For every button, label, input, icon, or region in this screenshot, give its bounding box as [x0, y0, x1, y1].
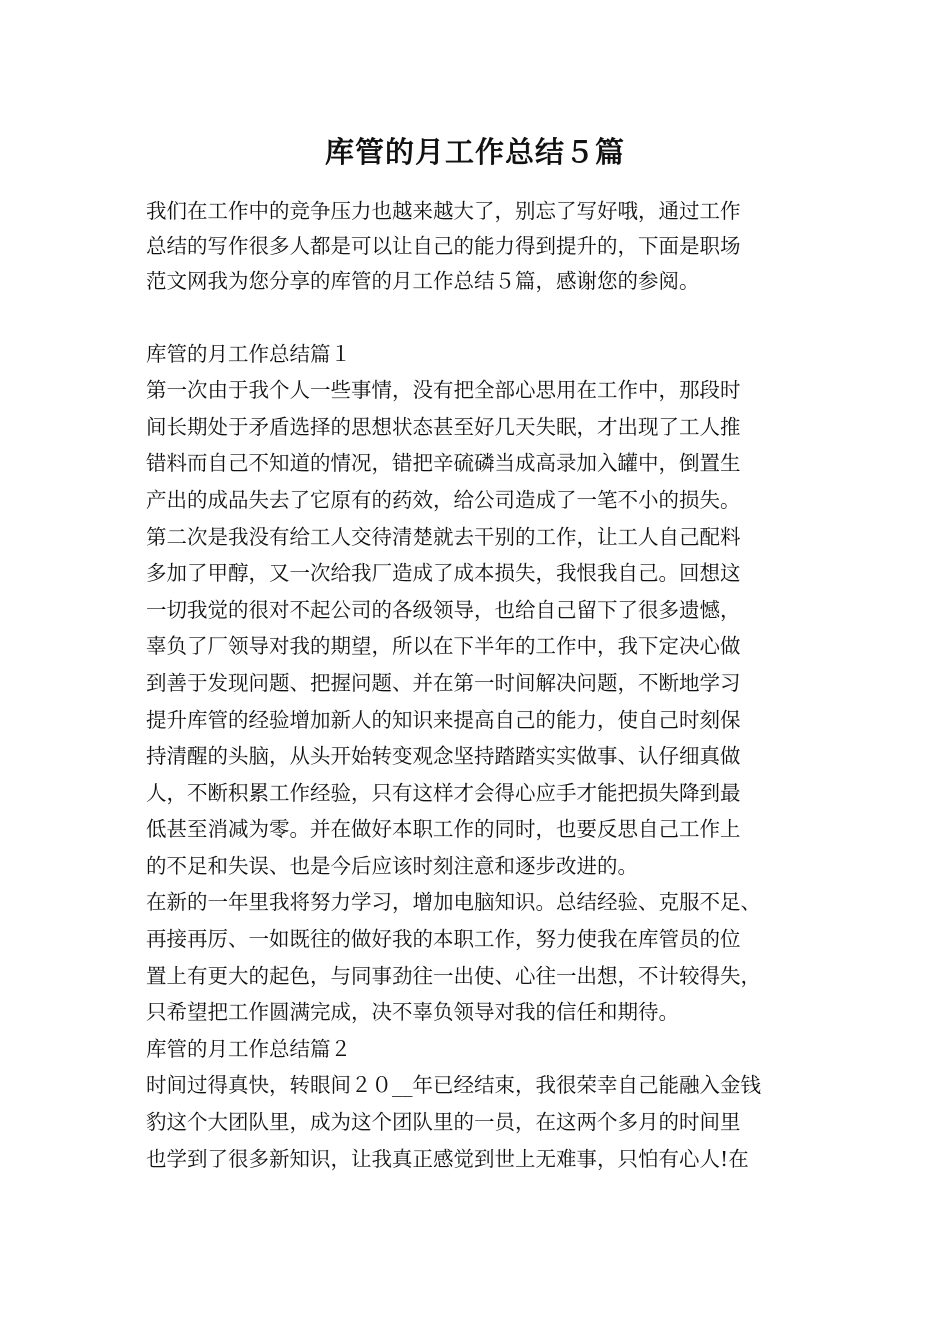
body-line: 再接再厉、一如既往的做好我的本职工作，努力使我在库管员的位 — [146, 927, 741, 952]
intro-line: 总结的写作很多人都是可以让自己的能力得到提升的，下面是职场 — [146, 234, 741, 259]
body-line: 低甚至消减为零。并在做好本职工作的同时，也要反思自己工作上 — [146, 817, 741, 842]
intro-paragraph — [146, 194, 826, 300]
body-line: 置上有更大的起色，与同事劲往一出使、心往一出想，不计较得失， — [146, 963, 761, 988]
intro-line: 范文网我为您分享的库管的月工作总结５篇，感谢您的参阅。 — [146, 269, 700, 294]
body-line: 的不足和失误、也是今后应该时刻注意和逐步改进的。 — [146, 853, 638, 878]
body-line: 也学到了很多新知识，让我真正感觉到世上无难事，只怕有心人!在 — [146, 1146, 749, 1171]
body-line: 豹这个大团队里，成为这个团队里的一员，在这两个多月的时间里 — [146, 1110, 741, 1135]
body-line: 在新的一年里我将努力学习，增加电脑知识。总结经验、克服不足、 — [146, 890, 761, 915]
intro-line: 我们在工作中的竞争压力也越来越大了，别忘了写好哦，通过工作 — [146, 199, 741, 223]
body-line: 辜负了厂领导对我的期望，所以在下半年的工作中，我下定决心做 — [146, 634, 741, 659]
body-line: 时间过得真快，转眼间２０__年已经结束，我很荣幸自己能融入金钱 — [146, 1073, 761, 1098]
section-heading-1: 库管的月工作总结篇１ — [146, 341, 351, 366]
body-line: 持清醒的头脑，从头开始转变观念坚持踏踏实实做事、认仔细真做 — [146, 744, 741, 769]
body-line: 多加了甲醇，又一次给我厂造成了成本损失，我恨我自己。回想这 — [146, 561, 741, 586]
body-line: 提升库管的经验增加新人的知识来提高自己的能力，使自己时刻保 — [146, 707, 741, 732]
body-line: 第一次由于我个人一些事情，没有把全部心思用在工作中，那段时 — [146, 378, 741, 403]
body-line: 第二次是我没有给工人交待清楚就去干别的工作，让工人自己配料 — [146, 524, 741, 549]
body-line: 人，不断积累工作经验，只有这样才会得心应手才能把损失降到最 — [146, 780, 741, 805]
document-title: 库管的月工作总结５篇 — [324, 135, 625, 169]
body-text — [146, 336, 826, 1178]
body-line: 产出的成品失去了它原有的药效，给公司造成了一笔不小的损失。 — [146, 487, 741, 512]
body-line: 一切我觉的很对不起公司的各级领导，也给自己留下了很多遗憾， — [146, 597, 741, 622]
paragraph-gap — [146, 300, 826, 336]
section-heading-2: 库管的月工作总结篇２ — [146, 1036, 351, 1061]
body-line: 错料而自己不知道的情况，错把辛硫磷当成高录加入罐中，倒置生 — [146, 451, 741, 476]
body-line: 间长期处于矛盾选择的思想状态甚至好几天失眠，才出现了工人推 — [146, 414, 741, 439]
body-line: 只希望把工作圆满完成，决不辜负领导对我的信任和期待。 — [146, 1000, 679, 1025]
document-body — [146, 194, 826, 1177]
body-line: 到善于发现问题、把握问题、并在第一时间解决问题，不断地学习 — [146, 670, 741, 695]
